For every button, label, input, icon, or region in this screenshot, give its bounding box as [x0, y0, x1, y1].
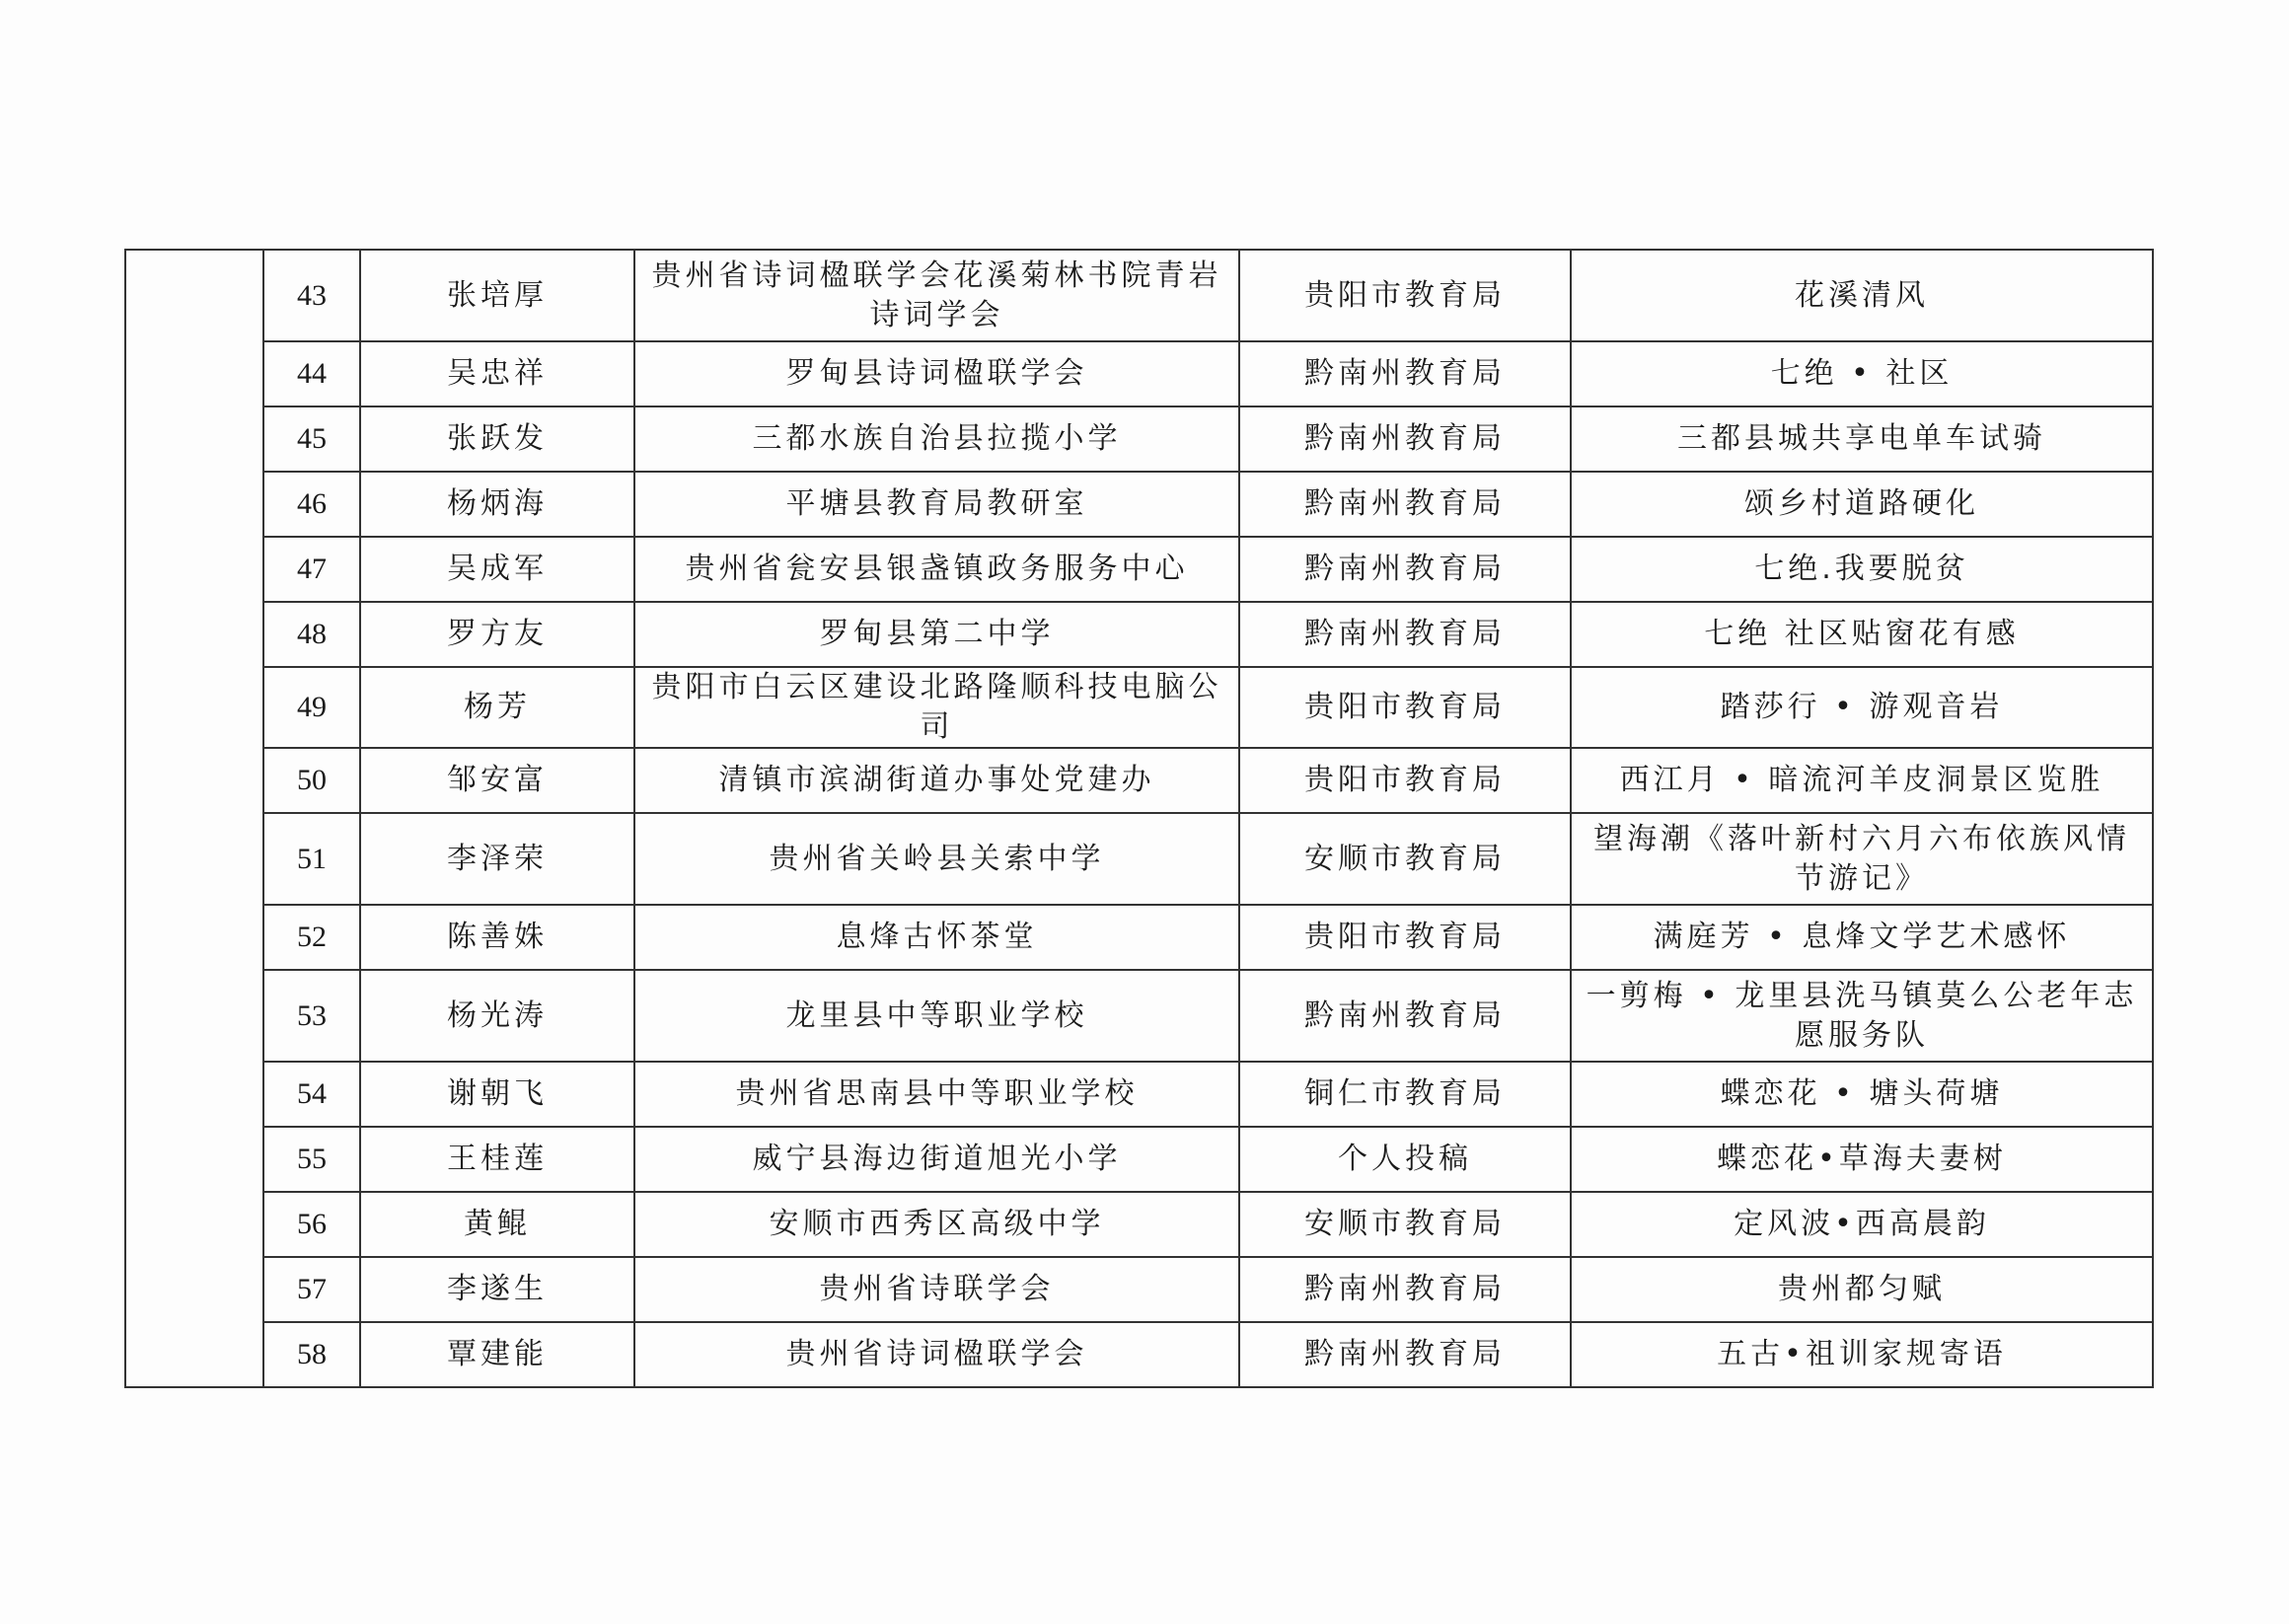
recommending-unit: 铜仁市教育局 [1239, 1062, 1571, 1127]
table-row [125, 667, 2153, 748]
author-name: 杨光涛 [360, 970, 634, 1062]
work-title: 一剪梅 • 龙里县洗马镇莫么公老年志愿服务队 [1571, 970, 2153, 1062]
author-name: 李泽荣 [360, 813, 634, 905]
author-unit: 平塘县教育局教研室 [634, 472, 1239, 537]
author-name: 张跃发 [360, 406, 634, 472]
row-number: 53 [263, 970, 360, 1062]
recommending-unit: 安顺市教育局 [1239, 1192, 1571, 1257]
work-title: 三都县城共享电单车试骑 [1571, 406, 2153, 472]
row-number: 57 [263, 1257, 360, 1322]
work-title: 西江月 • 暗流河羊皮洞景区览胜 [1571, 748, 2153, 813]
recommending-unit: 黔南州教育局 [1239, 1257, 1571, 1322]
recommending-unit: 贵阳市教育局 [1239, 905, 1571, 970]
row-number: 58 [263, 1322, 360, 1387]
work-title: 定风波•西高晨韵 [1571, 1192, 2153, 1257]
author-name: 谢朝飞 [360, 1062, 634, 1127]
author-name: 杨炳海 [360, 472, 634, 537]
row-number: 43 [263, 250, 360, 341]
author-name: 杨芳 [360, 667, 634, 748]
table-row [125, 406, 2153, 472]
recommending-unit: 黔南州教育局 [1239, 602, 1571, 667]
table-row [125, 472, 2153, 537]
recommending-unit: 黔南州教育局 [1239, 472, 1571, 537]
table-row [125, 905, 2153, 970]
table-row [125, 602, 2153, 667]
author-name: 陈善姝 [360, 905, 634, 970]
author-unit: 贵州省瓮安县银盏镇政务服务中心 [634, 537, 1239, 602]
author-unit: 贵州省诗词楹联学会花溪菊林书院青岩诗词学会 [634, 250, 1239, 341]
roster-table-body [125, 250, 2153, 1387]
recommending-unit: 黔南州教育局 [1239, 537, 1571, 602]
work-title: 蝶恋花 • 塘头荷塘 [1571, 1062, 2153, 1127]
author-name: 李遂生 [360, 1257, 634, 1322]
author-unit: 贵州省关岭县关索中学 [634, 813, 1239, 905]
table-row [125, 1322, 2153, 1387]
row-number: 55 [263, 1127, 360, 1192]
work-title: 颂乡村道路硬化 [1571, 472, 2153, 537]
row-number: 47 [263, 537, 360, 602]
author-unit: 罗甸县诗词楹联学会 [634, 341, 1239, 406]
recommending-unit: 黔南州教育局 [1239, 341, 1571, 406]
author-unit: 三都水族自治县拉揽小学 [634, 406, 1239, 472]
recommending-unit: 安顺市教育局 [1239, 813, 1571, 905]
author-unit: 贵州省诗词楹联学会 [634, 1322, 1239, 1387]
category-cell [125, 250, 263, 1387]
row-number: 50 [263, 748, 360, 813]
table-row [125, 1127, 2153, 1192]
author-unit: 贵阳市白云区建设北路隆顺科技电脑公司 [634, 667, 1239, 748]
author-unit: 安顺市西秀区高级中学 [634, 1192, 1239, 1257]
table-row [125, 1062, 2153, 1127]
work-title: 贵州都匀赋 [1571, 1257, 2153, 1322]
author-unit: 贵州省思南县中等职业学校 [634, 1062, 1239, 1127]
author-name: 吴成军 [360, 537, 634, 602]
author-name: 张培厚 [360, 250, 634, 341]
row-number: 44 [263, 341, 360, 406]
row-number: 51 [263, 813, 360, 905]
author-unit: 龙里县中等职业学校 [634, 970, 1239, 1062]
author-unit: 威宁县海边街道旭光小学 [634, 1127, 1239, 1192]
roster-table [124, 249, 2154, 1388]
recommending-unit: 黔南州教育局 [1239, 406, 1571, 472]
table-row [125, 341, 2153, 406]
work-title: 蝶恋花•草海夫妻树 [1571, 1127, 2153, 1192]
row-number: 45 [263, 406, 360, 472]
row-number: 54 [263, 1062, 360, 1127]
work-title: 七绝.我要脱贫 [1571, 537, 2153, 602]
author-unit: 息烽古怀茶堂 [634, 905, 1239, 970]
author-name: 罗方友 [360, 602, 634, 667]
table-row [125, 970, 2153, 1062]
recommending-unit: 贵阳市教育局 [1239, 250, 1571, 341]
row-number: 56 [263, 1192, 360, 1257]
work-title: 望海潮《落叶新村六月六布依族风情节游记》 [1571, 813, 2153, 905]
row-number: 46 [263, 472, 360, 537]
work-title: 七绝 • 社区 [1571, 341, 2153, 406]
work-title: 五古•祖训家规寄语 [1571, 1322, 2153, 1387]
table-row [125, 537, 2153, 602]
author-unit: 清镇市滨湖街道办事处党建办 [634, 748, 1239, 813]
row-number: 49 [263, 667, 360, 748]
author-unit: 罗甸县第二中学 [634, 602, 1239, 667]
table-row [125, 813, 2153, 905]
recommending-unit: 黔南州教育局 [1239, 1322, 1571, 1387]
work-title: 踏莎行 • 游观音岩 [1571, 667, 2153, 748]
recommending-unit: 贵阳市教育局 [1239, 667, 1571, 748]
table-row [125, 250, 2153, 341]
recommending-unit: 黔南州教育局 [1239, 970, 1571, 1062]
recommending-unit: 个人投稿 [1239, 1127, 1571, 1192]
recommending-unit: 贵阳市教育局 [1239, 748, 1571, 813]
work-title: 花溪清风 [1571, 250, 2153, 341]
author-unit: 贵州省诗联学会 [634, 1257, 1239, 1322]
row-number: 48 [263, 602, 360, 667]
table-row [125, 748, 2153, 813]
work-title: 七绝 社区贴窗花有感 [1571, 602, 2153, 667]
author-name: 吴忠祥 [360, 341, 634, 406]
table-row [125, 1192, 2153, 1257]
work-title: 满庭芳 • 息烽文学艺术感怀 [1571, 905, 2153, 970]
author-name: 邹安富 [360, 748, 634, 813]
author-name: 王桂莲 [360, 1127, 634, 1192]
row-number: 52 [263, 905, 360, 970]
author-name: 覃建能 [360, 1322, 634, 1387]
table-row [125, 1257, 2153, 1322]
author-name: 黄鲲 [360, 1192, 634, 1257]
